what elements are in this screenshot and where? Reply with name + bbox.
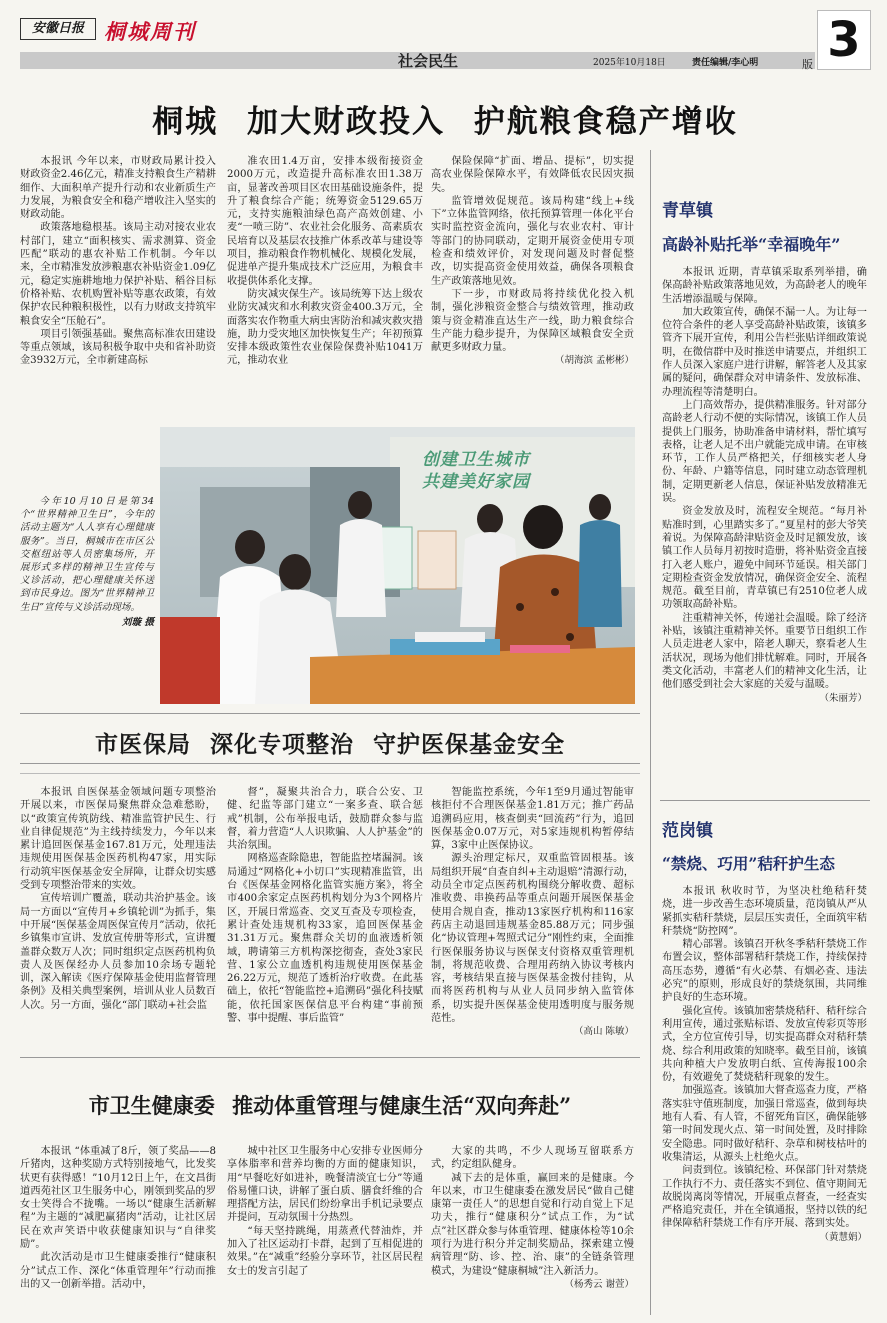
qingcao-title-main: 高龄补贴托举“幸福晚年”	[662, 235, 841, 254]
page-number: 3	[817, 10, 871, 70]
section-divider-2	[20, 763, 640, 764]
health-column-3	[431, 1145, 634, 1315]
qingcao-para: 加大政策宣传，确保不漏一人。为让每一位符合条件的老人享受高龄补贴政策，该镇多管齐下展开宣传，利用公告栏张贴详细政策说明，在微信群中及时推送申请要点，并组织工作人员深入家庭户进行讲解，解答老人及其家属的疑问，确保群众对申请条件、发放标准、办理流程等清楚明白。	[662, 306, 867, 398]
medical-headline: 市医保局 深化专项整治 守护医保基金安全	[94, 731, 565, 758]
qingcao-para: 资金发放及时，流程安全规范。“每月补贴准时到，心里踏实多了。”夏星村的彭大爷笑着说。为保障高龄津贴资金及时足额发放，该镇工作人员每月初按时造册，将补贴资金直接打入老人账户，避免中间环节延误。相关部门定期检查资金发放情况，确保资金安全、流程规范。截至目前，青草镇已有2510位老人成功领取高龄补贴。	[662, 506, 867, 611]
masthead	[20, 14, 870, 74]
photo-caption	[20, 495, 154, 629]
section-divider-3	[20, 773, 640, 774]
medical-signature: （高山 陈敏）	[573, 1026, 634, 1038]
medical-column-1	[20, 786, 216, 1041]
health-para: 城中社区卫生服务中心安排专业医师分享体脂率和营养均衡的方面的健康知识，用“早餐吃好如进补，晚餐清淡宜七分”等通俗易懂口诀，讲解了蛋白质、膳食纤维的合理搭配方法，居民们纷纷拿出手机记录要点并提问，互动氛围十分热烈。	[227, 1146, 423, 1224]
fanggang-para: 加强巡查。该镇加大督查巡查力度，严格落实驻守值班制度，加强日常巡查，做到每块地有人看、有人管，不留死角盲区，确保能够第一时间发现火点、第一时间处置，及时排除安全隐患。同时做好秸秆、杂草和树枝枯叶的收集清运，从源头上杜绝火点。	[662, 1085, 867, 1163]
qingcao-signature: （朱丽芳）	[819, 692, 867, 704]
fanggang-para: 强化宣传。该镇加密禁烧秸秆、秸秆综合利用宣传，通过张贴标语、发放宣传彩页等形式，全方位宣传引导，切实提高群众对秸秆禁烧、综合利用政策的知晓率。截至目前，该镇共向种植大户发放明白纸、宣传海报100余份，有效避免了焚烧秸秆现象的发生。	[662, 1005, 867, 1084]
lead-para: 准农田1.4万亩，安排本级衔接资金2000万元，改造提升高标准农田1.38万亩，显著改善项目区农田基础设施条件，提升了粮食综合产能；统筹资金5129.65万元，支持实施粮油绿色高产高效创建、小麦“一喷三防”、农业社会化服务、高素质农民培育以及基层农技推广体系改革与建设等项目，推动粮食作物机械化、规模化发展，促进单产提升集成技术广泛应用，为粮食丰收提供体系化支撑。	[227, 156, 423, 287]
medical-para: 源头治理定标尺，双重监管固根基。该局组织开展“自查自纠+主动退赔”清源行动，动员全市定点医药机构围绕分解收费、超标准收费、串换药品等重点问题开展医保基金使用合规自查，推动13家医疗机构和116家药店主动退回违规基金85.88万元；同步强化“协议管理+驾照式记分”刚性约束，全面推行医保服务协议与医保支付资格双重管理机制，将规范收费、合理用药纳入协议考核内容，考核结果直接与医保基金拨付挂钩，从而将医药机构与从业人员同步纳入监管体系，切实提升医保基金使用透明度与服务规范性。	[431, 853, 634, 1025]
lead-para: 防灾减灾保生产。该局统筹下达上级农业防灾减灾和水利救灾资金400.3万元，全面落实农作物重大病虫害防治和减灾救灾措施，助力受灾地区加快恢复生产；年初预算安排本级政策性农业保险保费补贴1041万元，推动农业	[227, 288, 423, 367]
event-photo-illustration	[160, 427, 635, 704]
lead-column-1	[20, 155, 216, 405]
medical-para: 网格巡查除隐患，智能监控堵漏洞。该局通过“网格化+小切口”实现精准监管，出台《医保基金网格化监管实施方案》，将全市400余家定点医药机构划分为3个网格片区，开展日常巡查、交叉互查及专项检查，累计查处违规机构33家，追回医保基金31.31万元。聚焦群众关切的血液透析领域，聘请第三方机构深挖彻查，查处3家民营、1家公立血透机构违规使用医保基金26.22万元，规范了透析治疗收费。在此基础上，依托“智能监控+追溯码”强化科技赋能，依托国家医保信息平台构建“事前预警、事中提醒、事后监管”	[227, 853, 423, 1025]
health-para: 减下去的是体重，赢回来的是健康。今年以来，市卫生健康委在激发居民“做自己健康第一责任人”的思想自觉和行动自觉上下足功夫，推行“健康积分”试点工作，为“试点”社区群众参与体重管理、健康体检等10余项行为进行积分并定制奖励品，探索建立慢病管理“防、诊、控、治、康”的全链条管理模式，为建设“健康桐城”注入新活力。	[431, 1172, 634, 1277]
health-signature: （杨秀云 谢萱）	[564, 1278, 634, 1290]
fanggang-title-main: “禁烧、巧用”秸秆护生态	[662, 854, 835, 873]
fanggang-para: 本报讯 秋收时节，为坚决杜绝秸秆焚烧，进一步改善生态环境质量，范岗镇从严从紧抓实秸秆禁烧，层层压实责任，全面筑牢秸秆禁烧“防控网”。	[662, 886, 867, 937]
lead-headline: 桐城 加大财政投入 护航粮食稳产增收	[152, 104, 738, 140]
medical-para: 宣传培训广覆盖，联动共治护基金。该局一方面以“宣传月+乡镇轮训”为抓手，集中开展“医保基金周医保宣传月”活动，依托乡镇集市宣讲、发放宣传册等形式，宣讲覆盖群众数万人次；同时组织定点医药机构负责人及医保经办人员参加10余场专题轮训，深入解读《医疗保障基金使用监督管理条例》及相关典型案例，培训从业人员数百人次。另一方面，强化“部门联动+社会监	[20, 893, 216, 1011]
lead-column-2	[227, 155, 423, 405]
lead-para: 项目引领强基础。聚焦高标准农田建设等重点领域，该局积极争取中央和省补助资金3932万元，全市新建高标	[20, 328, 216, 367]
lead-column-3	[431, 155, 634, 405]
section-divider-4	[20, 1057, 640, 1058]
lead-para: 监管增效促规范。该局构建“线上+线下”立体监管网络，依托预算管理一体化平台实时监控资金流向，强化与农业农村、审计等部门的协同联动，定期开展资金使用专项检查和绩效评价，对发现问题及时督促整改，切实提高资金使用效益，确保各项粮食生产政策落地见效。	[431, 195, 634, 287]
event-photo	[160, 427, 635, 704]
health-para: 大家的共鸣，不少人现场互留联系方式，约定组队健身。	[431, 1146, 634, 1171]
medical-para: 督”，凝聚共治合力，联合公安、卫健、纪监等部门建立“一案多查、联合惩戒”机制，公布举报电话，鼓励群众参与监督，着力营造“人人识欺骗、人人护基金”的共治氛围。	[227, 787, 423, 852]
medical-para: 智能监控系统，今年1至9月通过智能审核拒付不合理医保基金1.81万元；推广药品追溯码应用，核查倒卖“回流药”行为，追回医保基金0.07万元，对5家违规机构暂停结算，3家中止医保协议。	[431, 787, 634, 852]
supplement-title: 桐城周刊	[104, 19, 196, 44]
lead-para: 下一步，市财政局将持续优化投入机制，强化涉粮资金整合与绩效管理，推动政策与资金精准直达生产一线，助力粮食综合生产能力稳步提升，为保障区域粮食安全贡献更多财政力量。	[431, 288, 634, 354]
health-para: “每天坚持跳绳，用蒸煮代替油炸，并加入了社区运动打卡群，起到了互相促进的效果。”在“减重”经验分享环节，社区居民程女士的发言引起了	[227, 1225, 423, 1277]
qingcao-para: 上门高效帮办，提供精准服务。针对部分高龄老人行动不便的实际情况，该镇工作人员提供上门服务，协助准备申请材料，帮忙填写表格，让老人足不出户就能完成申请。在审核环节，工作人员严格把关，仔细核实老人身份、年龄、户籍等信息，同时建立动态管理机制，定期更新老人信息，保证补贴发放精准无误。	[662, 399, 867, 505]
health-headline: 市卫生健康委 推动体重管理与健康生活“双向奔赴”	[88, 1093, 572, 1118]
photo-caption-text: 今年10月10日是第34个“世界精神卫生日”，今年的活动主题为“人人享有心理健康服务”。当日，桐城市在市区公交枢纽站等人员密集场所，开展形式多样的精神卫生宣传与义诊活动，把心理健康关怀送到市民身边。图为“世界精神卫生日”宣传与义诊活动现场。	[20, 496, 154, 613]
lead-para: 保险保障“扩面、增品、提标”，切实提高农业保险保障水平，有效降低农民因灾损失。	[431, 156, 634, 194]
fanggang-para: 精心部署。该镇召开秋冬季秸秆禁烧工作布置会议，整体部署秸秆禁烧工作，持续保持高压态势，遵循“有火必禁、有烟必查、违法必究”的原则，形成良好的禁烧氛围，共同维护良好的生态环境。	[662, 939, 867, 1004]
right-divider	[660, 800, 870, 801]
health-para: 此次活动是市卫生健康委推行“健康积分”试点工作、深化“体重管理年”行动而推出的又一创新举措。活动中，	[20, 1252, 216, 1290]
health-para: 本报讯 “体重减了8斤，领了奖品——8斤猪肉，这种奖励方式特别接地气，比发奖状更有获得感！”10月12日上午，在文昌街道西苑社区卫生服务中心，刚领到奖品的罗女士笑得合不拢嘴。一场以“健康生活新解程”为主题的“减肥赢猪肉”活动，让社区居民在欢声笑语中收获健康知识与“自律奖励”。	[20, 1146, 216, 1251]
qingcao-title-town: 青草镇	[662, 201, 713, 221]
medical-column-3	[431, 786, 634, 1041]
qingcao-para: 注重精神关怀，传递社会温暖。除了经济补贴，该镇注重精神关怀。重要节日组织工作人员走进老人家中，陪老人聊天，察看老人生活状况，现场为他们排忧解难。同时，开展各类文化活动，丰富老人们的精神文化生活，让他们感受到社会大家庭的关爱与温暖。	[662, 612, 867, 691]
medical-column-2	[227, 786, 423, 1041]
medical-para: 本报讯 自医保基金领域问题专项整治开展以来，市医保局聚焦群众急难愁盼，以“政策宣传筑防线、精准监管护民生、行业自律促规范”为主线持续发力，今年以来累计追回医保基金167.81万元，处理违法违规使用医保基金医药机构47家，用实际行动筑牢医保基金安全屏障，让群众切实感受到专项整治带来的实效。	[20, 787, 216, 892]
fanggang-title-town: 范岗镇	[662, 821, 713, 841]
column-divider	[650, 150, 651, 1315]
lead-para: 本报讯 今年以来，市财政局累计投入财政资金2.46亿元，精准支持粮食生产精耕细作、大面积单产提升行动和农业新质生产力发展，为粮食安全和稳产增收注入坚实的财政动能。	[20, 156, 216, 221]
lead-signature: （胡海滨 孟彬彬）	[554, 355, 634, 367]
fanggang-signature: （黄慧娟）	[819, 1231, 867, 1243]
qingcao-para: 本报讯 近期，青草镇采取系列举措，确保高龄补贴政策落地见效，为高龄老人的晚年生活增添温暖与保障。	[662, 267, 867, 305]
editor-credit: 责任编辑/李心明	[692, 58, 759, 68]
health-column-2	[227, 1145, 423, 1315]
qingcao-body	[662, 266, 867, 796]
page-number-suffix: 版	[802, 58, 813, 71]
paper-logo: 安徽日报	[20, 18, 96, 40]
lead-para: 政策落地稳根基。该局主动对接农业农村部门，建立“面积核实、需求测算、资金匹配”联动的惠农补贴工作机制。今年以来，全市精准发放涉粮惠农补贴资金1.09亿元，稳定实施耕地地力保护补贴、稻谷目标价格补贴、农机购置补贴等惠农政策，有效保护农民种粮积极性，以有力财政支持筑牢粮食安全“压舱石”。	[20, 222, 216, 327]
health-column-1	[20, 1145, 216, 1315]
section-divider-1	[20, 713, 640, 714]
section-name: 社会民生	[398, 52, 459, 70]
fanggang-para: 问责到位。该镇纪检、环保部门针对禁烧工作执行不力、责任落实不到位、值守期间无故脱岗离岗等情况，开展重点督查，一经查实严格追究责任，并在全镇通报，坚持以铁的纪律保障秸秆禁烧工作有序开展、落到实处。	[662, 1165, 867, 1230]
qingcao-article	[662, 196, 867, 796]
issue-date: 2025年10月18日	[593, 58, 666, 68]
photo-wall-text: 创建卫生城市 共建美好家园	[422, 450, 530, 492]
fanggang-body	[662, 885, 867, 1320]
fanggang-article	[662, 816, 867, 1320]
photo-credit: 刘璇 摄	[121, 616, 154, 628]
